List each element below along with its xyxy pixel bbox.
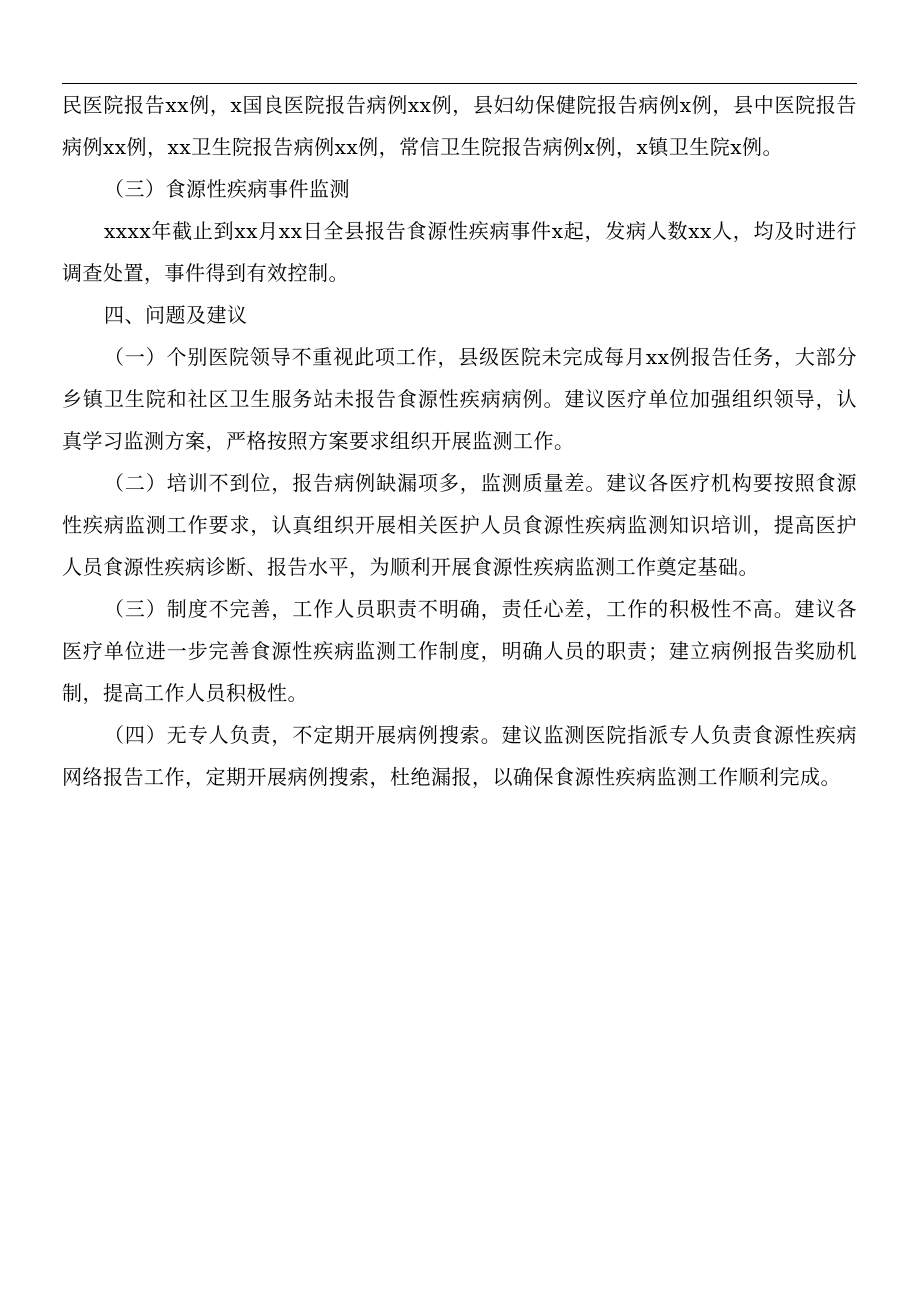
section-heading-problems: 四、问题及建议 (104, 303, 248, 327)
paragraph-foodborne-events: xxxx年截止到xx月xx日全县报告食源性疾病事件x起，发病人数xx人，均及时进行调查处置，事件得到有效控制。 (62, 219, 857, 285)
paragraph-problem-1: （一）个别医院领导不重视此项工作，县级医院未完成每月xx例报告任务，大部分乡镇卫生院和社区卫生服务站未报告食源性疾病病例。建议医疗单位加强组织领导，认真学习监测方案，严格按照方案要求组织开展监测工作。 (62, 345, 857, 453)
paragraph-problem-4: （四）无专人负责，不定期开展病例搜索。建议监测医院指派专人负责食源性疾病网络报告工作，定期开展病例搜索，杜绝漏报，以确保食源性疾病监测工作顺利完成。 (62, 723, 857, 789)
section-heading-foodborne-events: （三）食源性疾病事件监测 (104, 177, 350, 201)
paragraph-hospital-reports: 民医院报告xx例，x国良医院报告病例xx例，县妇幼保健院报告病例x例，县中医院报告病例xx例，xx卫生院报告病例xx例，常信卫生院报告病例x例，x镇卫生院x例。 (62, 93, 857, 159)
paragraph-problem-2: （二）培训不到位，报告病例缺漏项多，监测质量差。建议各医疗机构要按照食源性疾病监测工作要求，认真组织开展相关医护人员食源性疾病监测知识培训，提高医护人员食源性疾病诊断、报告水平，为顺利开展食源性疾病监测工作奠定基础。 (62, 471, 857, 579)
document-body (62, 84, 857, 798)
paragraph-problem-3: （三）制度不完善，工作人员职责不明确，责任心差，工作的积极性不高。建议各医疗单位进一步完善食源性疾病监测工作制度，明确人员的职责；建立病例报告奖励机制，提高工作人员积极性。 (62, 597, 857, 705)
